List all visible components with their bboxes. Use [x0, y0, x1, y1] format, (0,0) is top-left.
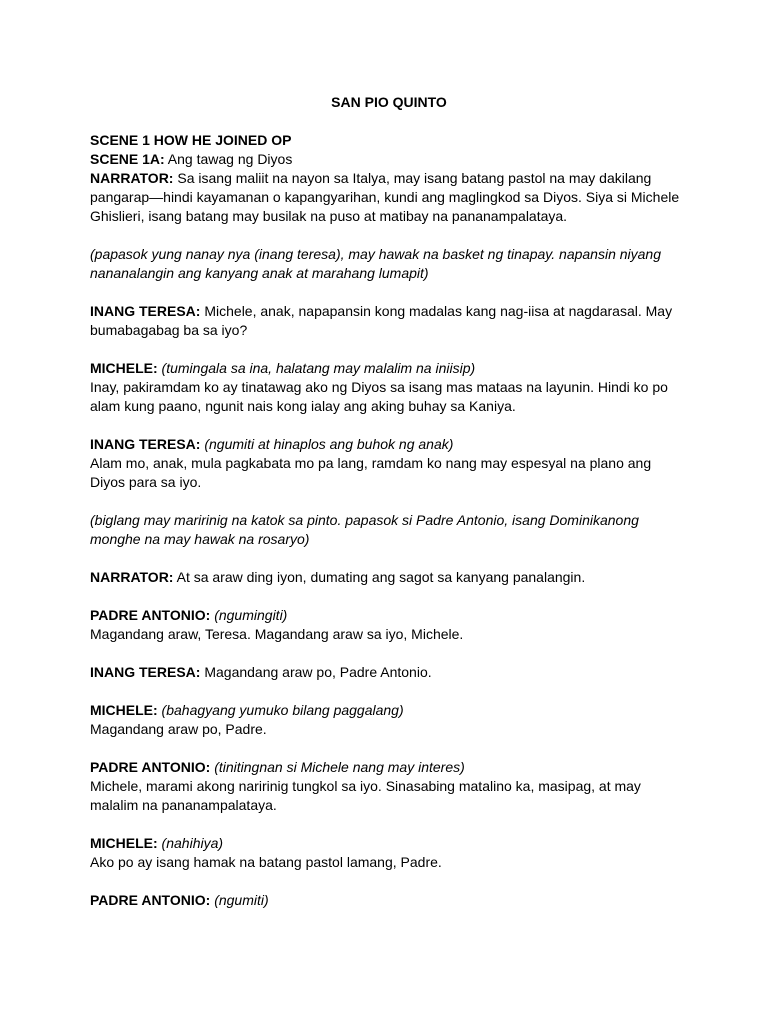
- dialogue-text: Magandang araw po, Padre.: [90, 721, 267, 737]
- inline-direction: (ngumiti): [210, 892, 269, 908]
- inline-direction: (ngumingiti): [210, 607, 288, 623]
- scene-heading: SCENE 1 HOW HE JOINED OP: [90, 132, 292, 148]
- dialogue-text: Michele, marami akong naririnig tungkol sa iyo. Sinasabing matalino ka, masipag, at may malalim na pananampalataya.: [90, 778, 641, 813]
- stage-direction: (biglang may maririnig na katok sa pinto. papasok si Padre Antonio, isang Dominikanong monghe na may hawak na rosaryo): [90, 512, 639, 547]
- speaker-name: MICHELE:: [90, 360, 158, 376]
- script-block-narrator: [90, 169, 688, 226]
- inline-direction: (tinitingnan si Michele nang may interes): [210, 759, 465, 775]
- speaker-name: PADRE ANTONIO:: [90, 607, 211, 623]
- speaker-name: MICHELE:: [90, 835, 158, 851]
- script-block-narrator: [90, 568, 688, 587]
- script-block-michele-header: [90, 359, 688, 378]
- speaker-name: INANG TERESA:: [90, 436, 201, 452]
- script-block-padre-antonio-header: [90, 606, 688, 625]
- stage-direction: (papasok yung nanay nya (inang teresa), may hawak na basket ng tinapay. napansin niyang nananalangin ang kanyang anak at marahang lumapit): [90, 246, 661, 281]
- script-block-michele-header: [90, 701, 688, 720]
- speaker-name: NARRATOR:: [90, 170, 174, 186]
- dialogue-text: At sa araw ding iyon, dumating ang sagot sa kanyang panalangin.: [173, 569, 586, 585]
- speaker-name: INANG TERESA:: [90, 664, 201, 680]
- speaker-name: INANG TERESA:: [90, 303, 201, 319]
- dialogue-text: Magandang araw po, Padre Antonio.: [200, 664, 432, 680]
- inline-direction: (bahagyang yumuko bilang paggalang): [157, 702, 404, 718]
- speaker-name: NARRATOR:: [90, 569, 174, 585]
- script-block-inang-teresa-header: [90, 435, 688, 454]
- script-block-padre-antonio-header: [90, 891, 688, 910]
- scene-sub-text: Ang tawag ng Diyos: [164, 151, 293, 167]
- dialogue-text: Magandang araw, Teresa. Magandang araw sa iyo, Michele.: [90, 626, 464, 642]
- script-block-michele-header: [90, 834, 688, 853]
- inline-direction: (ngumiti at hinaplos ang buhok ng anak): [200, 436, 454, 452]
- dialogue-text: Michele, anak, napapansin kong madalas kang nag-iisa at nagdarasal. May bumabagabag ba sa iyo?: [90, 303, 673, 338]
- dialogue-text: Sa isang maliit na nayon sa Italya, may isang batang pastol na may dakilang pangarap—hindi kayamanan o kapangyarihan, kundi ang maglingkod sa Diyos. Siya si Michele Ghislieri, isang batang may busilak na puso at matibay na pananampalataya.: [90, 170, 680, 224]
- document-title: SAN PIO QUINTO: [331, 94, 447, 110]
- scene-sub-label: SCENE 1A:: [90, 151, 165, 167]
- dialogue-text: Alam mo, anak, mula pagkabata mo pa lang, ramdam ko nang may espesyal na plano ang Diyos para sa iyo.: [90, 455, 652, 490]
- script-block-inang-teresa: [90, 663, 688, 682]
- speaker-name: PADRE ANTONIO:: [90, 759, 211, 775]
- speaker-name: PADRE ANTONIO:: [90, 892, 211, 908]
- dialogue-text: Inay, pakiramdam ko ay tinatawag ako ng Diyos sa isang mas mataas na layunin. Hindi ko po alam kung paano, ngunit nais kong ialay ang aking buhay sa Kaniya.: [90, 379, 668, 414]
- speaker-name: MICHELE:: [90, 702, 158, 718]
- dialogue-text: Ako po ay isang hamak na batang pastol lamang, Padre.: [90, 854, 442, 870]
- script-block-padre-antonio-header: [90, 758, 688, 777]
- scene-subheading: [90, 150, 688, 169]
- script-block-inang-teresa: [90, 302, 688, 340]
- inline-direction: (nahihiya): [157, 835, 224, 851]
- inline-direction: (tumingala sa ina, halatang may malalim na iniisip): [157, 360, 476, 376]
